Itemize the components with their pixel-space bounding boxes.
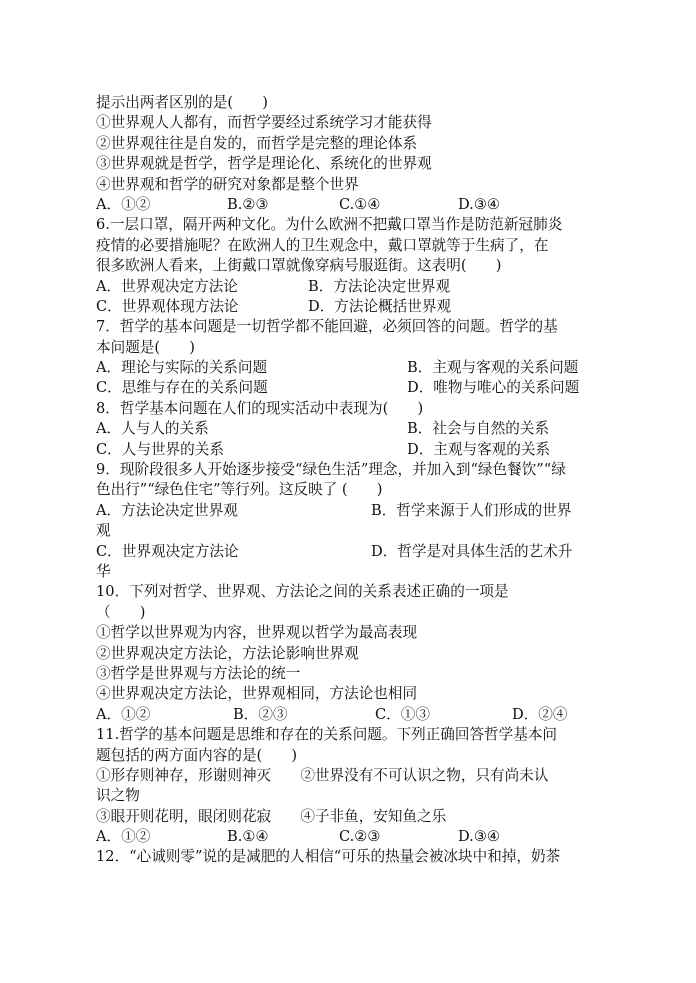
q7-options-row-1 bbox=[96, 358, 606, 378]
q5-statement-3: ③世界观就是哲学，哲学是理论化、系统化的世界观 bbox=[96, 155, 432, 173]
q12-stem-line-1: 12．“心诚则零”说的是减肥的人相信“可乐的热量会被冰块中和掉，奶茶 bbox=[96, 848, 561, 866]
q9-option-a[interactable]: A．方法论决定世界观 bbox=[96, 501, 238, 519]
q9-option-d[interactable]: D．哲学是对具体生活的艺术升 bbox=[371, 542, 573, 560]
q11-option-a[interactable]: A．①② bbox=[96, 828, 151, 846]
q9-option-b-wrap: 观 bbox=[96, 522, 111, 540]
q6-options-row-1 bbox=[96, 277, 606, 297]
q10-stem-line-2: （ ) bbox=[96, 603, 146, 621]
q11-statement-2-wrap: 识之物 bbox=[96, 787, 140, 805]
q11-stem-line-2: 题包括的两方面内容的是( ) bbox=[96, 746, 298, 764]
q5-statement-2: ②世界观往往是自发的，而哲学是完整的理论体系 bbox=[96, 134, 418, 152]
q8-stem: 8．哲学基本问题在人们的现实活动中表现为( ) bbox=[96, 399, 424, 417]
q11-stem-line-1: 11.哲学的基本问题是思维和存在的关系问题。下列正确回答哲学基本问 bbox=[96, 726, 558, 744]
q8-option-a[interactable]: A．人与人的关系 bbox=[96, 420, 209, 438]
q6-option-c[interactable]: C．世界观体现方法论 bbox=[96, 297, 239, 315]
q10-stem-line-1: 10．下列对哲学、世界观、方法论之间的关系表述正确的一项是 bbox=[96, 583, 509, 601]
q6-stem-line-1: 6.一层口罩，隔开两种文化。为什么欧洲不把戴口罩当作是防范新冠肺炎 bbox=[96, 216, 563, 234]
q7-options-row-2 bbox=[96, 378, 606, 398]
q9-option-d-wrap: 华 bbox=[96, 562, 111, 580]
q6-option-d[interactable]: D．方法论概括世界观 bbox=[308, 297, 452, 315]
q10-statement-3: ③哲学是世界观与方法论的统一 bbox=[96, 664, 301, 682]
q11-option-c[interactable]: C.②③ bbox=[339, 828, 381, 846]
q7-option-d[interactable]: D．唯物与唯心的关系问题 bbox=[407, 379, 580, 397]
q6-option-b[interactable]: B．方法论决定世界观 bbox=[308, 277, 451, 295]
q9-option-c[interactable]: C．世界观决定方法论 bbox=[96, 542, 239, 560]
q5-option-c[interactable]: C.①④ bbox=[339, 195, 381, 213]
q7-option-c[interactable]: C．思维与存在的关系问题 bbox=[96, 379, 268, 397]
q8-options-row-2 bbox=[96, 440, 606, 460]
q11-option-d[interactable]: D.③④ bbox=[458, 828, 500, 846]
q8-option-b[interactable]: B．社会与自然的关系 bbox=[407, 420, 550, 438]
q5-option-a[interactable]: A．①② bbox=[96, 195, 151, 213]
q11-statements-3-4: ③眼开则花明，眼闭则花寂 ④子非鱼，安知鱼之乐 bbox=[96, 807, 447, 825]
q10-statement-4: ④世界观决定方法论，世界观相同，方法论也相同 bbox=[96, 685, 418, 703]
q9-option-b[interactable]: B．哲学来源于人们形成的世界 bbox=[371, 501, 572, 519]
q7-option-a[interactable]: A．理论与实际的关系问题 bbox=[96, 359, 268, 377]
q10-options bbox=[96, 705, 606, 725]
q10-option-b[interactable]: B．②③ bbox=[233, 705, 288, 723]
q9-options-row-1 bbox=[96, 501, 606, 521]
q5-statement-4: ④世界观和哲学的研究对象都是整个世界 bbox=[96, 175, 359, 193]
q8-option-c[interactable]: C．人与世界的关系 bbox=[96, 440, 224, 458]
q11-option-b[interactable]: B.①④ bbox=[227, 828, 269, 846]
q9-stem-line-1: 9．现阶段很多人开始逐步接受“绿色生活”理念，并加入到“绿色餐饮”“绿 bbox=[96, 461, 566, 479]
q10-option-d[interactable]: D．②④ bbox=[512, 705, 568, 723]
q9-options-row-2 bbox=[96, 542, 606, 562]
q10-option-a[interactable]: A．①② bbox=[96, 705, 151, 723]
q5-options bbox=[96, 195, 606, 215]
document-page bbox=[96, 93, 606, 868]
q5-option-d[interactable]: D.③④ bbox=[458, 195, 500, 213]
q7-option-b[interactable]: B．主观与客观的关系问题 bbox=[407, 359, 579, 377]
q6-option-a[interactable]: A．世界观决定方法论 bbox=[96, 277, 238, 295]
q10-option-c[interactable]: C．①③ bbox=[375, 705, 430, 723]
q5-statement-1: ①世界观人人都有，而哲学要经过系统学习才能获得 bbox=[96, 114, 432, 132]
q11-options bbox=[96, 827, 606, 847]
q10-statement-2: ②世界观决定方法论，方法论影响世界观 bbox=[96, 644, 359, 662]
q6-stem-line-3: 很多欧洲人看来，上街戴口罩就像穿病号服逛街。这表明( ) bbox=[96, 257, 502, 275]
q10-statement-1: ①哲学以世界观为内容，世界观以哲学为最高表现 bbox=[96, 624, 418, 642]
q8-options-row-1 bbox=[96, 419, 606, 439]
q8-option-d[interactable]: D．主观与客观的关系 bbox=[407, 440, 551, 458]
q6-stem-line-2: 疫情的必要措施呢？在欧洲人的卫生观念中，戴口罩就等于生病了，在 bbox=[96, 236, 549, 254]
q11-statements-1-2: ①形存则神存，形谢则神灭 ②世界没有不可认识之物，只有尚未认 bbox=[96, 766, 549, 784]
q6-options-row-2 bbox=[96, 297, 606, 317]
q9-stem-line-2: 色出行”“绿色住宅”等行列。这反映了 ( ) bbox=[96, 481, 383, 499]
q7-stem-line-1: 7．哲学的基本问题是一切哲学都不能回避，必须回答的问题。哲学的基 bbox=[96, 318, 558, 336]
q5-stem: 提示出两者区别的是( ) bbox=[96, 94, 268, 111]
q7-stem-line-2: 本问题是( ) bbox=[96, 338, 195, 356]
q5-option-b[interactable]: B.②③ bbox=[227, 195, 269, 213]
